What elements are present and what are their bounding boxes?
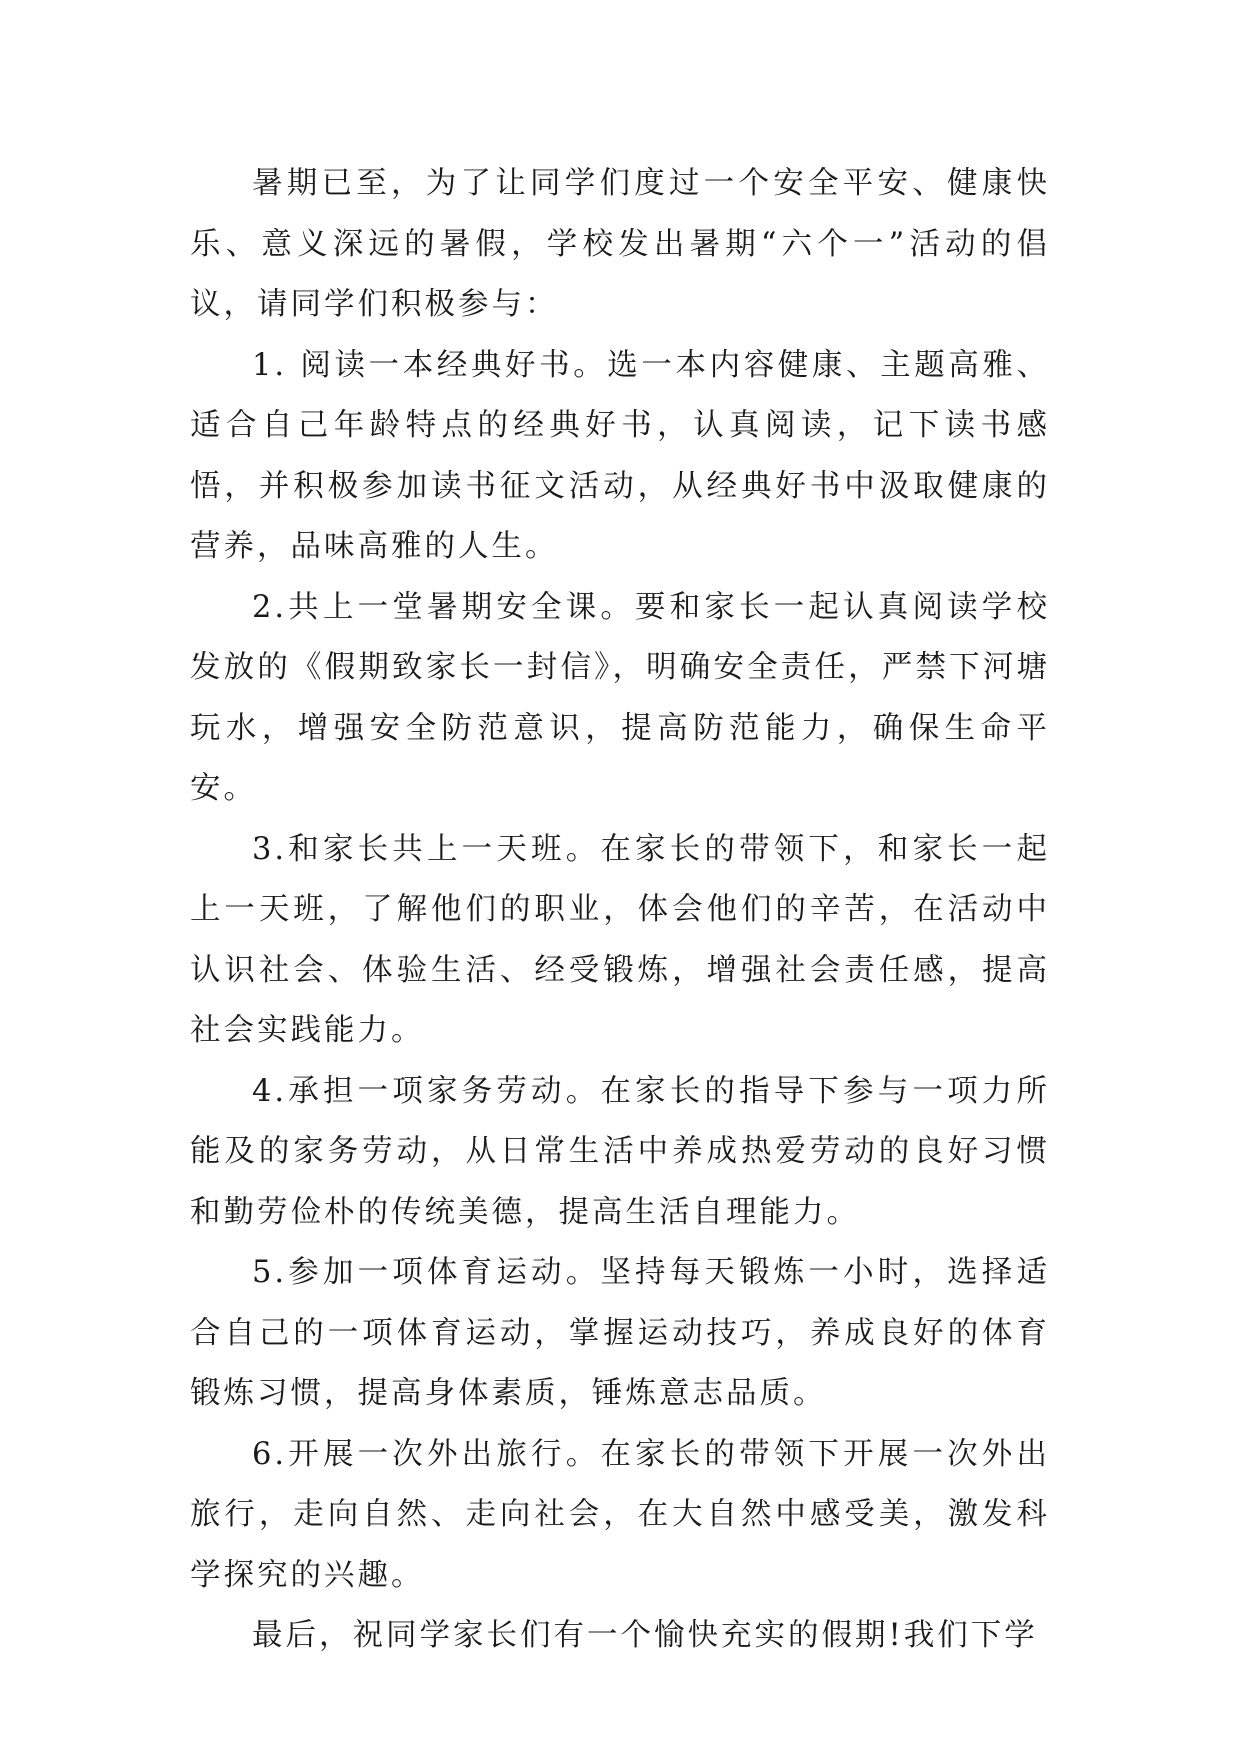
document-body [190, 154, 1050, 1667]
item-5-paragraph: 5.参加一项体育运动。坚持每天锻炼一小时，选择适合自己的一项体育运动，掌握运动技巧，养成良好的体育锻炼习惯，提高身体素质，锤炼意志品质。 [190, 1255, 1050, 1411]
closing-paragraph: 最后，祝同学家长们有一个愉快充实的假期!我们下学 [252, 1618, 1038, 1653]
intro-paragraph: 暑期已至，为了让同学们度过一个安全平安、健康快乐、意义深远的暑假，学校发出暑期“六个一”活动的倡议，请同学们积极参与： [190, 166, 1050, 322]
item-4-paragraph: 4.承担一项家务劳动。在家长的指导下参与一项力所能及的家务劳动，从日常生活中养成热爱劳动的良好习惯和勤劳俭朴的传统美德，提高生活自理能力。 [190, 1073, 1050, 1230]
item-6-paragraph: 6.开展一次外出旅行。在家长的带领下开展一次外出旅行，走向自然、走向社会，在大自然中感受美，激发科学探究的兴趣。 [190, 1436, 1050, 1593]
item-3-paragraph: 3.和家长共上一天班。在家长的带领下，和家长一起上一天班，了解他们的职业，体会他们的辛苦，在活动中认识社会、体验生活、经受锻炼，增强社会责任感，提高社会实践能力。 [190, 831, 1050, 1048]
item-2-paragraph: 2.共上一堂暑期安全课。要和家长一起认真阅读学校发放的《假期致家长一封信》，明确安全责任，严禁下河塘玩水，增强安全防范意识，提高防范能力，确保生命平安。 [190, 589, 1050, 806]
item-1-paragraph: 1. 阅读一本经典好书。选一本内容健康、主题高雅、适合自己年龄特点的经典好书，认真阅读，记下读书感悟，并积极参加读书征文活动，从经典好书中汲取健康的营养，品味高雅的人生。 [190, 347, 1050, 564]
